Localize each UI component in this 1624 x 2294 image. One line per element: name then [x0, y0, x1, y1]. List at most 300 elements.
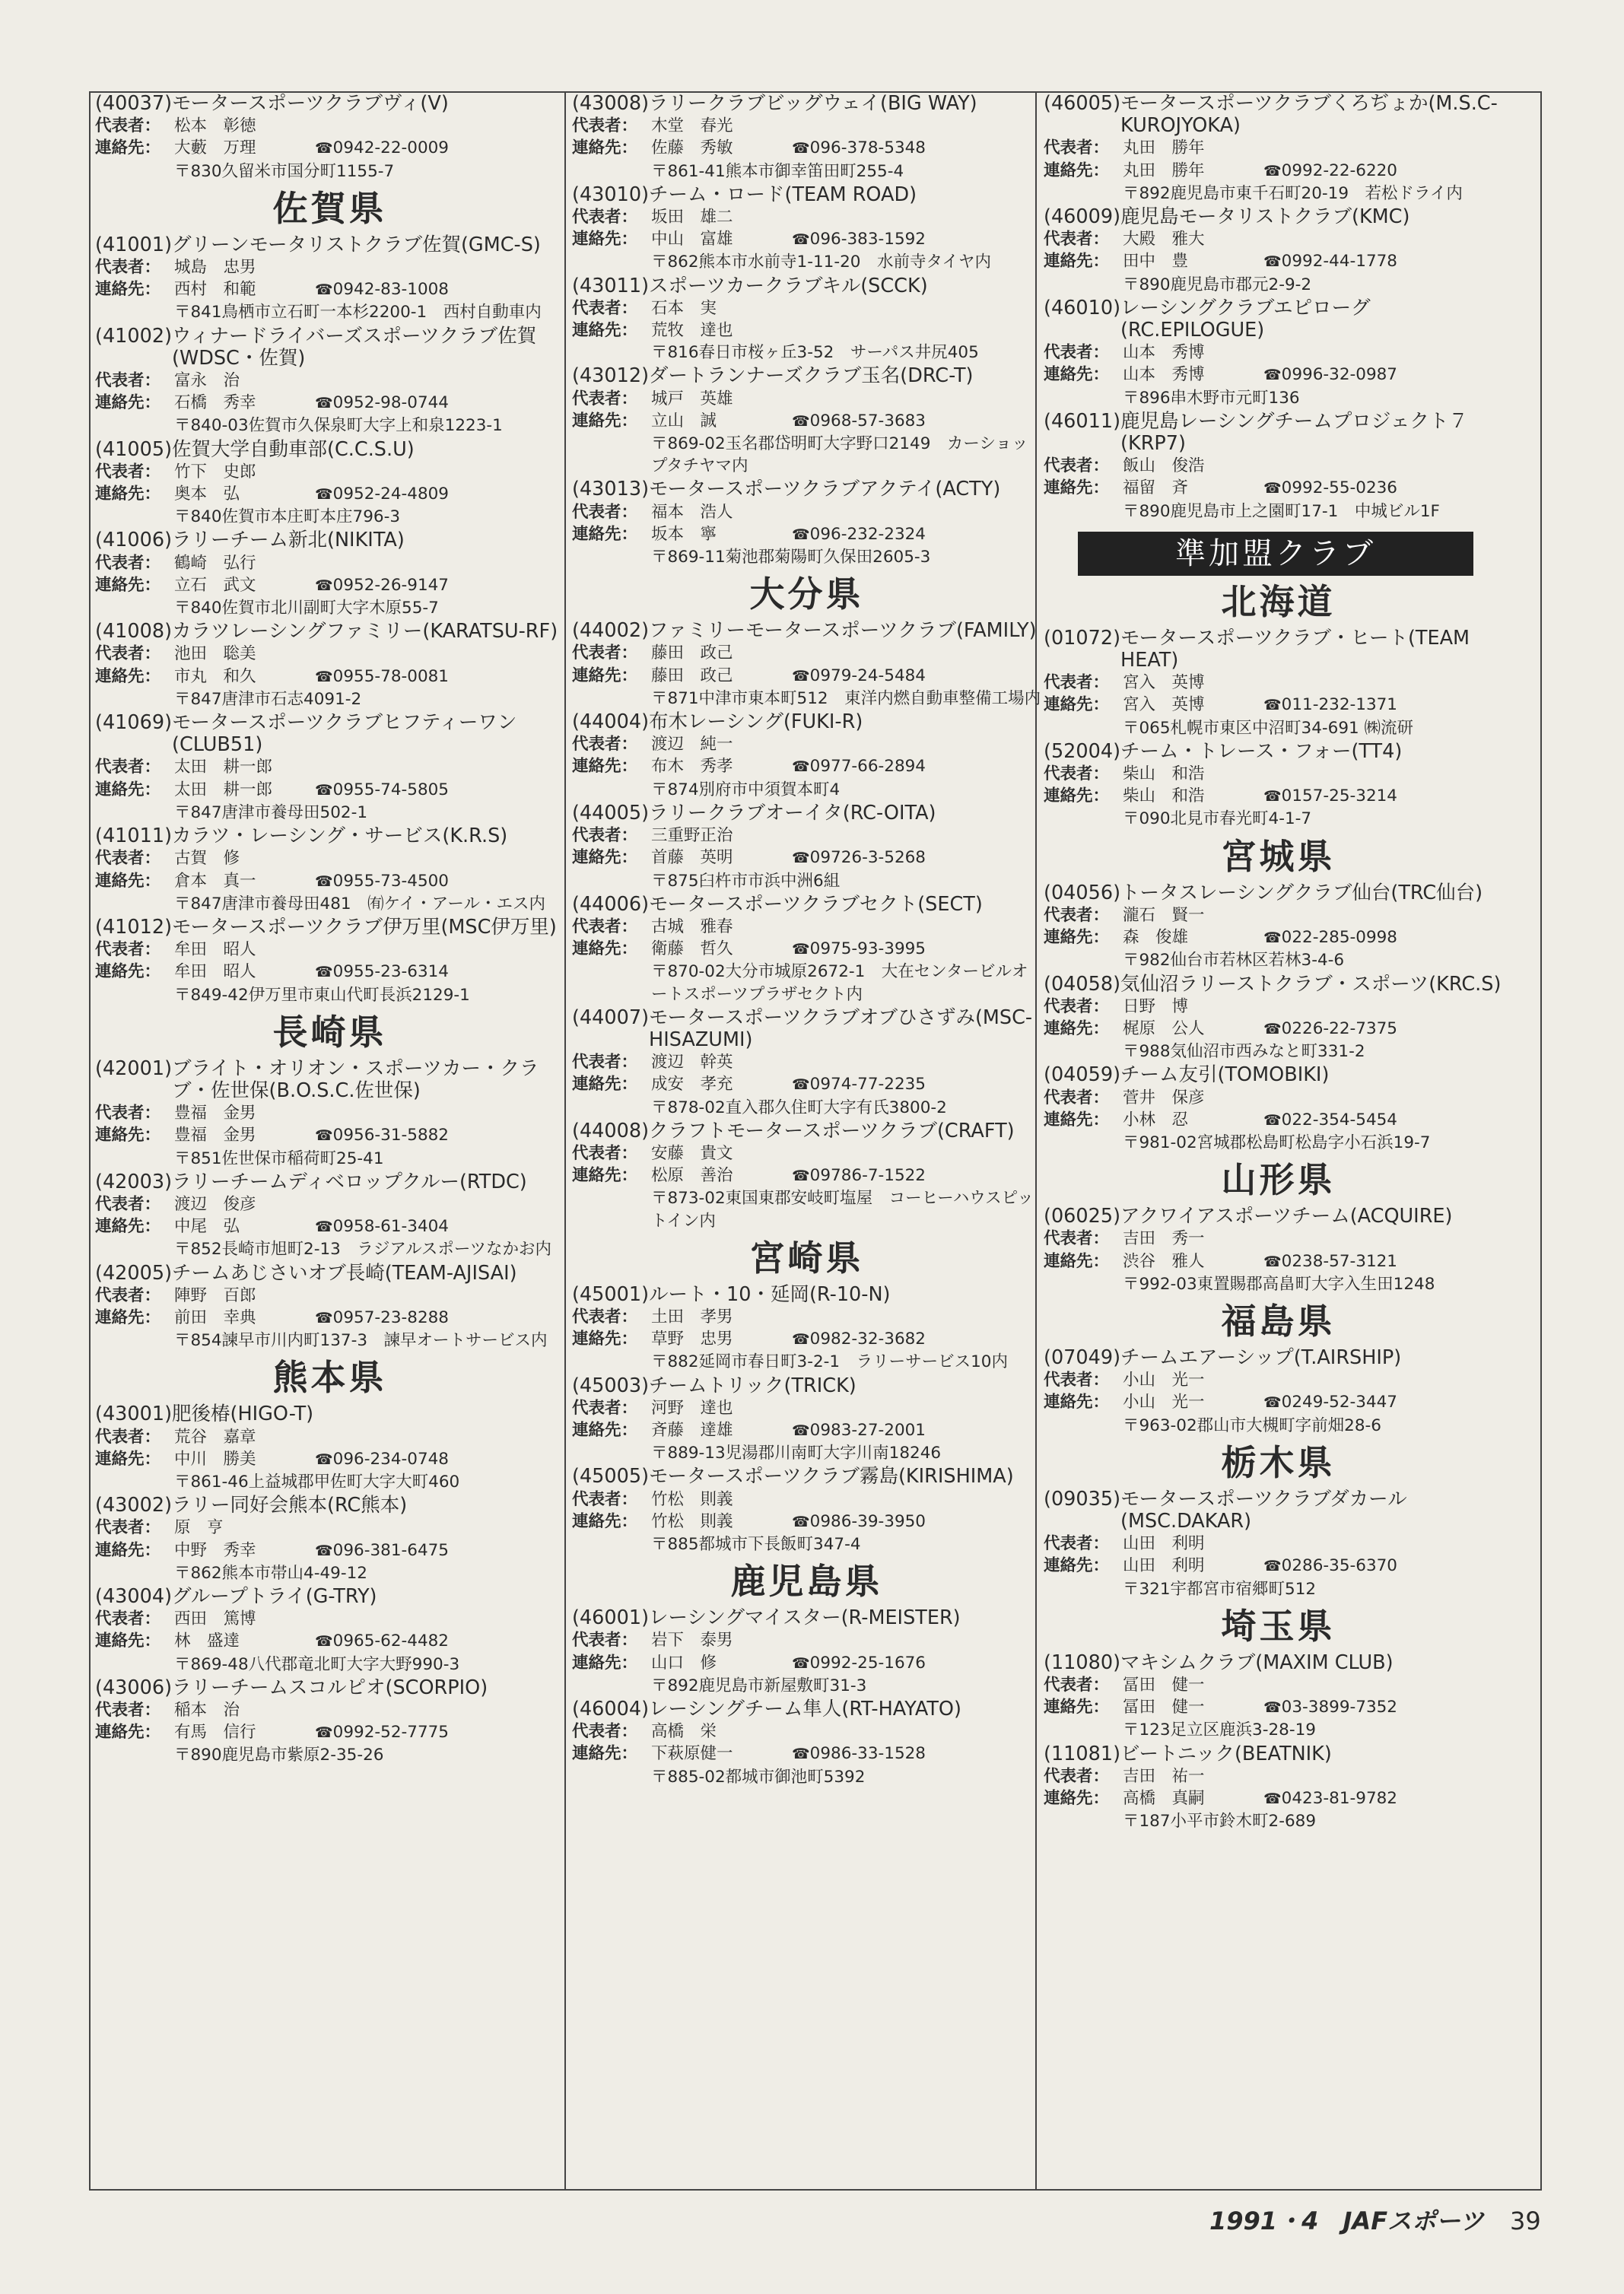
phone-number: ☎ 022-285-0998	[1263, 926, 1397, 949]
club-header	[1044, 741, 1513, 763]
club-header	[1044, 297, 1513, 342]
contact-row	[1044, 1109, 1513, 1132]
club-entry	[572, 478, 1041, 568]
address: 〒123足立区鹿浜3-28-19	[1123, 1720, 1316, 1740]
contact-row	[95, 779, 564, 802]
club-name: カラツレーシングファミリー(KARATSU-RF)	[172, 620, 558, 643]
club-name: ラリークラブオーイタ(RC-OITA)	[649, 801, 936, 825]
contact-row	[95, 137, 564, 160]
contact-name: 中山 富雄	[651, 230, 733, 249]
representative-label: 代表者：	[1044, 1534, 1110, 1554]
phone-number: ☎ 0992-25-1676	[792, 1652, 926, 1675]
contact-row	[572, 410, 1041, 433]
club-name: ダートランナーズクラブ玉名(DRC-T)	[649, 364, 974, 388]
contact-label: 連絡先：	[572, 138, 638, 158]
club-code: (06025)	[1044, 1205, 1121, 1228]
directory-column-3	[1044, 93, 1513, 2189]
address: 〒816春日市桜ヶ丘3-52 サーパス井尻405	[651, 343, 979, 363]
contact-name: 草野 忠男	[651, 1330, 733, 1349]
representative-name: 高橋 栄	[651, 1722, 717, 1742]
representative-row	[1044, 1674, 1513, 1696]
address: 〒841鳥栖市立石町一本杉2200-1 西村自動車内	[174, 303, 542, 322]
contact-label: 連絡先：	[572, 411, 638, 431]
address: 〒847唐津市石志4091-2	[174, 689, 362, 709]
club-code: (41012)	[95, 915, 173, 939]
club-entry	[95, 1263, 564, 1352]
contact-label: 連絡先：	[1044, 365, 1110, 385]
representative-label: 代表者：	[95, 1104, 161, 1123]
representative-label: 代表者：	[95, 1518, 161, 1538]
club-entry	[572, 1607, 1041, 1697]
representative-label: 代表者：	[1044, 996, 1110, 1016]
address: 〒885-02都城市御池町5392	[651, 1767, 866, 1787]
phone-number: ☎ 0977-66-2894	[792, 755, 926, 778]
contact-row	[95, 392, 564, 415]
club-header	[1044, 1064, 1513, 1086]
representative-name: 太田 耕一郎	[174, 758, 273, 777]
address: 〒889-13児湯郡川南町大字川南18246	[651, 1444, 942, 1463]
club-name: レーシングクラブエピローグ(RC.EPILOGUE)	[1120, 296, 1371, 342]
phone-number: ☎ 0955-74-5805	[315, 779, 449, 802]
club-name: 肥後椿(HIGO-T)	[172, 1403, 314, 1426]
representative-label: 代表者：	[95, 1194, 161, 1214]
prefecture-heading: 熊本県	[272, 1357, 387, 1399]
club-entry	[1044, 1652, 1513, 1742]
contact-label: 連絡先：	[95, 575, 161, 595]
representative-row	[1044, 342, 1513, 364]
contact-label: 連絡先：	[572, 1511, 638, 1531]
representative-name: 荒谷 嘉章	[174, 1427, 256, 1447]
contact-label: 連絡先：	[95, 1449, 161, 1469]
club-name: レーシングチーム隼人(RT-HAYATO)	[649, 1698, 961, 1720]
representative-row	[1044, 672, 1513, 694]
club-name: ラリークラブビッグウェイ(BIG WAY)	[649, 93, 977, 115]
club-code: (43010)	[572, 183, 650, 206]
contact-name: 小山 光一	[1123, 1393, 1205, 1412]
contact-label: 連絡先：	[572, 1075, 638, 1095]
club-header	[95, 621, 564, 643]
club-name: モータースポーツクラブセクト(SECT)	[649, 892, 983, 916]
club-header	[95, 93, 564, 115]
section-banner: 準加盟クラブ	[1078, 532, 1473, 576]
representative-name: 山田 利明	[1123, 1534, 1205, 1554]
contact-label: 連絡先：	[1044, 1018, 1110, 1038]
club-header	[572, 93, 1041, 115]
club-code: (46011)	[1044, 409, 1121, 433]
address: 〒862熊本市水前寺1-11-20 水前寺タイヤ内	[651, 253, 992, 272]
phone-number: ☎ 0986-33-1528	[792, 1743, 926, 1765]
address: 〒988気仙沼市西みなと町331-2	[1123, 1042, 1365, 1062]
contact-name: 宮入 英博	[1123, 695, 1205, 715]
club-code: (43004)	[95, 1584, 173, 1608]
representative-name: 竹下 史郎	[174, 462, 256, 481]
club-code: (11080)	[1044, 1651, 1121, 1674]
club-header	[95, 1586, 564, 1608]
representative-row	[1044, 1369, 1513, 1391]
address: 〒847唐津市養母田481 ㈲ケイ・アール・エス内	[174, 894, 545, 913]
representative-row	[572, 1051, 1041, 1073]
phone-number: ☎ 0992-44-1778	[1263, 250, 1397, 273]
contact-name: 西村 和範	[174, 280, 256, 300]
phone-number: ☎ 0423-81-9782	[1263, 1787, 1397, 1810]
contact-label: 連絡先：	[572, 939, 638, 959]
contact-row	[572, 1328, 1041, 1351]
club-header	[572, 1698, 1041, 1720]
phone-number: ☎ 0982-32-3682	[792, 1328, 926, 1351]
contact-label: 連絡先：	[572, 666, 638, 685]
club-entry	[572, 1698, 1041, 1788]
representative-label: 代表者：	[572, 1489, 638, 1509]
club-entry	[572, 620, 1041, 710]
contact-name: 成安 孝充	[651, 1075, 733, 1095]
contact-label: 連絡先：	[572, 321, 638, 341]
club-entry	[95, 1586, 564, 1676]
representative-name: 安藤 貴文	[651, 1143, 733, 1163]
contact-row	[572, 1164, 1041, 1187]
club-name: モータースポーツクラブダカール(MSC.DAKAR)	[1120, 1487, 1407, 1533]
club-header	[572, 1284, 1041, 1306]
representative-label: 代表者：	[572, 643, 638, 663]
representative-row	[572, 825, 1041, 847]
contact-row	[572, 1743, 1041, 1765]
contact-row	[1044, 1391, 1513, 1414]
phone-number: ☎ 0974-77-2235	[792, 1073, 926, 1096]
representative-name: 稲本 治	[174, 1701, 240, 1720]
prefecture-heading: 宮崎県	[749, 1237, 864, 1279]
representative-label: 代表者：	[572, 389, 638, 408]
phone-number: ☎ 0952-98-0744	[315, 392, 449, 415]
representative-label: 代表者：	[95, 462, 161, 481]
phone-number: ☎ 0996-32-0987	[1263, 364, 1397, 386]
club-header	[572, 1607, 1041, 1629]
representative-label: 代表者：	[1044, 764, 1110, 784]
club-header	[95, 825, 564, 847]
contact-label: 連絡先：	[572, 524, 638, 544]
club-header	[572, 711, 1041, 733]
club-header	[572, 365, 1041, 387]
phone-number: ☎ 0952-24-4809	[315, 483, 449, 506]
club-header	[1044, 206, 1513, 228]
phone-number: ☎ 096-234-0748	[315, 1448, 449, 1471]
representative-name: 山本 秀博	[1123, 343, 1205, 363]
club-entry	[1044, 93, 1513, 205]
representative-name: 福本 浩人	[651, 502, 733, 522]
club-code: (41001)	[95, 233, 173, 256]
representative-name: 坂田 雄二	[651, 208, 733, 227]
club-name: 鹿児島モータリストクラブ(KMC)	[1120, 205, 1410, 229]
club-code: (41011)	[95, 825, 173, 848]
representative-label: 代表者：	[1044, 1766, 1110, 1786]
representative-row	[95, 939, 564, 961]
club-header	[1044, 93, 1513, 137]
club-code: (43006)	[95, 1676, 173, 1699]
prefecture-heading: 鹿児島県	[730, 1561, 883, 1603]
contact-name: 倉本 真一	[174, 871, 256, 891]
club-header	[95, 234, 564, 256]
address: 〒869-02玉名郡岱明町大字野口2149 カーショップタチヤマ内	[651, 434, 1028, 476]
address: 〒830久留米市国分町1155-7	[174, 161, 395, 181]
contact-label: 連絡先：	[95, 666, 161, 686]
club-name: 布木レーシング(FUKI-R)	[649, 710, 863, 734]
representative-row	[572, 501, 1041, 523]
club-entry	[572, 1120, 1041, 1232]
club-code: (43002)	[95, 1494, 173, 1517]
club-name: モータースポーツクラブオブひさずみ(MSC-HISAZUMI)	[649, 1006, 1033, 1051]
club-name: ラリーチームディベロップクルー(RTDC)	[172, 1170, 527, 1193]
contact-row	[1044, 926, 1513, 949]
contact-name: 中川 勝美	[174, 1449, 256, 1469]
address: 〒871中津市東本町512 東洋内燃自動車整備工場内	[651, 688, 1041, 708]
address: 〒840佐賀市本庄町本庄796-3	[174, 507, 401, 527]
club-name: チームあじさいオブ長崎(TEAM-AJISAI)	[172, 1261, 517, 1285]
contact-name: 衛藤 哲久	[651, 939, 733, 959]
contact-row	[572, 847, 1041, 869]
club-name: チーム・ロード(TEAM ROAD)	[649, 183, 917, 206]
prefecture-heading: 北海道	[1221, 580, 1336, 622]
club-header	[95, 1403, 564, 1425]
representative-label: 代表者：	[95, 258, 161, 278]
club-code: (46005)	[1044, 93, 1121, 115]
address: 〒875臼杵市市浜中洲6組	[651, 871, 841, 891]
club-code: (43013)	[572, 478, 650, 501]
address: 〒892鹿児島市東千石町20-19 若松ドライ内	[1123, 183, 1463, 203]
representative-label: 代表者：	[572, 735, 638, 755]
representative-row	[572, 206, 1041, 228]
address: 〒849-42伊万里市東山代町長浜2129-1	[174, 985, 470, 1005]
representative-name: 小山 光一	[1123, 1371, 1205, 1390]
contact-label: 連絡先：	[572, 1166, 638, 1186]
phone-number: ☎ 0955-78-0081	[315, 666, 449, 688]
club-code: (46004)	[572, 1698, 650, 1720]
contact-label: 連絡先：	[1044, 928, 1110, 948]
club-entry	[1044, 411, 1513, 523]
representative-name: 鶴崎 弘行	[174, 553, 256, 573]
club-name: レーシングマイスター(R-MEISTER)	[649, 1606, 961, 1630]
club-entry	[572, 184, 1041, 274]
representative-row	[572, 642, 1041, 664]
contact-name: 冨田 健一	[1123, 1698, 1205, 1717]
representative-label: 代表者：	[572, 116, 638, 136]
club-name: モータースポーツクラブアクテイ(ACTY)	[649, 478, 1001, 501]
club-name: トータスレーシングクラブ仙台(TRC仙台)	[1120, 881, 1483, 904]
contact-row	[1044, 1018, 1513, 1041]
contact-label: 連絡先：	[95, 393, 161, 413]
address: 〒873-02東国東郡安岐町塩屋 コーヒーハウスピットイン内	[651, 1189, 1034, 1231]
club-header	[572, 478, 1041, 500]
representative-name: 富永 治	[174, 371, 240, 391]
club-code: (41069)	[95, 711, 173, 735]
representative-row	[572, 916, 1041, 938]
club-code: (46010)	[1044, 296, 1121, 319]
address: 〒321宇都宮市宿郷町512	[1123, 1579, 1317, 1599]
contact-name: 豊福 金男	[174, 1126, 256, 1145]
prefecture-heading: 栃木県	[1221, 1441, 1336, 1483]
directory-column-2	[572, 93, 1041, 2189]
representative-label: 代表者：	[95, 1427, 161, 1447]
phone-number: ☎ 0249-52-3447	[1263, 1391, 1397, 1414]
representative-label: 代表者：	[572, 1398, 638, 1418]
representative-row	[572, 115, 1041, 137]
club-header	[1044, 882, 1513, 904]
representative-label: 代表者：	[1044, 1371, 1110, 1390]
club-entry	[95, 1171, 564, 1261]
contact-row	[1044, 785, 1513, 808]
representative-name: 瀧石 賢一	[1123, 905, 1205, 925]
phone-number: ☎ 0992-52-7775	[315, 1721, 449, 1744]
club-code: (44005)	[572, 801, 650, 825]
contact-name: 前田 幸典	[174, 1307, 256, 1327]
club-header	[572, 620, 1041, 642]
club-entry	[95, 1677, 564, 1767]
contact-label: 連絡先：	[572, 230, 638, 249]
representative-name: 渡辺 純一	[651, 735, 733, 755]
club-name: スポーツカークラブキル(SCCK)	[649, 274, 928, 297]
representative-row	[572, 733, 1041, 755]
contact-name: 下萩原健一	[651, 1744, 733, 1764]
representative-row	[95, 1699, 564, 1721]
representative-row	[1044, 904, 1513, 926]
club-code: (45003)	[572, 1374, 650, 1397]
representative-name: 飯山 俊浩	[1123, 456, 1205, 476]
representative-label: 代表者：	[1044, 343, 1110, 363]
club-entry	[572, 1375, 1041, 1465]
club-name: モータースポーツクラブヒフティーワン(CLUB51)	[172, 711, 517, 757]
club-name: ラリー同好会熊本(RC熊本)	[172, 1494, 408, 1517]
phone-number: ☎ 09786-7-1522	[792, 1164, 926, 1187]
club-name: モータースポーツクラブ霧島(KIRISHIMA)	[649, 1465, 1014, 1489]
prefecture-heading: 長崎県	[272, 1011, 387, 1053]
contact-row	[572, 938, 1041, 961]
contact-name: 山田 利明	[1123, 1556, 1205, 1576]
club-name: ウィナードライバーズスポーツクラブ佐賀(WDSC・佐賀)	[172, 324, 537, 370]
contact-name: 梶原 公人	[1123, 1018, 1205, 1038]
club-name: チーム友引(TOMOBIKI)	[1120, 1063, 1330, 1087]
contact-name: 山口 修	[651, 1653, 717, 1673]
phone-number: ☎ 0952-26-9147	[315, 574, 449, 597]
representative-name: 吉田 祐一	[1123, 1766, 1205, 1786]
representative-row	[95, 461, 564, 483]
representative-name: 石本 実	[651, 298, 717, 318]
representative-row	[95, 847, 564, 869]
club-name: ラリーチーム新北(NIKITA)	[172, 529, 405, 552]
representative-name: 豊福 金男	[174, 1104, 256, 1123]
contact-label: 連絡先：	[95, 1307, 161, 1327]
address: 〒869-11菊池郡菊陽町久保田2605-3	[651, 548, 931, 567]
representative-label: 代表者：	[95, 644, 161, 664]
address: 〒090北見市春光町4-1-7	[1123, 809, 1312, 829]
club-header	[572, 1466, 1041, 1488]
contact-label: 連絡先：	[95, 138, 161, 158]
club-entry	[95, 326, 564, 437]
contact-name: 高橋 真嗣	[1123, 1788, 1205, 1808]
contact-name: 中野 秀幸	[174, 1540, 256, 1560]
club-header	[95, 712, 564, 756]
club-header	[1044, 1489, 1513, 1533]
contact-label: 連絡先：	[95, 1126, 161, 1145]
contact-row	[95, 483, 564, 506]
contact-label: 連絡先：	[95, 871, 161, 891]
contact-row	[95, 1307, 564, 1330]
club-entry	[572, 802, 1041, 892]
club-entry	[1044, 206, 1513, 296]
club-entry	[95, 234, 564, 324]
representative-row	[572, 1489, 1041, 1511]
representative-name: 冨田 健一	[1123, 1675, 1205, 1695]
representative-row	[572, 388, 1041, 410]
representative-label: 代表者：	[1044, 138, 1110, 158]
club-name: ブライト・オリオン・スポーツカー・クラブ・佐世保(B.O.S.C.佐世保)	[172, 1056, 539, 1102]
prefecture-heading: 佐賀県	[272, 187, 387, 229]
representative-name: 牟田 昭人	[174, 940, 256, 960]
contact-label: 連絡先：	[572, 848, 638, 868]
club-entry	[95, 825, 564, 915]
club-entry	[1044, 1064, 1513, 1154]
contact-row	[1044, 1555, 1513, 1578]
club-header	[1044, 628, 1513, 672]
representative-row	[95, 256, 564, 278]
phone-number: ☎ 0157-25-3214	[1263, 785, 1397, 808]
club-name: モータースポーツクラブくろぢょか(M.S.C-KUROJYOKA)	[1120, 93, 1498, 138]
representative-label: 代表者：	[1044, 1088, 1110, 1107]
contact-name: 荒牧 達也	[651, 321, 733, 341]
club-header	[95, 1495, 564, 1517]
club-code: (04056)	[1044, 881, 1121, 904]
club-header	[572, 894, 1041, 916]
contact-label: 連絡先：	[572, 1744, 638, 1764]
representative-label: 代表者：	[95, 553, 161, 573]
club-entry	[95, 439, 564, 529]
address: 〒890鹿児島市紫原2-35-26	[174, 1746, 384, 1765]
prefecture-heading: 福島県	[1221, 1300, 1336, 1342]
club-header	[95, 529, 564, 551]
representative-name: 木堂 春光	[651, 116, 733, 136]
contact-name: 丸田 勝年	[1123, 160, 1205, 180]
address: 〒861-41熊本市御幸笛田町255-4	[651, 161, 904, 181]
representative-label: 代表者：	[572, 1631, 638, 1651]
club-header	[572, 184, 1041, 206]
club-code: (43012)	[572, 364, 650, 388]
address: 〒840佐賀市北川副町大字木原55-7	[174, 599, 439, 618]
representative-name: 松本 彰徳	[174, 116, 256, 136]
contact-label: 連絡先：	[95, 780, 161, 799]
club-name: チーム・トレース・フォー(TT4)	[1120, 739, 1403, 763]
representative-row	[95, 1193, 564, 1215]
club-code: (42001)	[95, 1056, 173, 1080]
contact-row	[95, 961, 564, 983]
representative-name: 丸田 勝年	[1123, 138, 1205, 158]
contact-row	[572, 319, 1041, 342]
club-header	[572, 1375, 1041, 1397]
contact-row	[1044, 250, 1513, 273]
club-code: (46001)	[572, 1606, 650, 1630]
prefecture-heading: 山形県	[1221, 1159, 1336, 1201]
address: 〒862熊本市帯山4-49-12	[174, 1563, 367, 1583]
contact-row	[572, 228, 1041, 251]
contact-row	[1044, 1250, 1513, 1273]
representative-label: 代表者：	[572, 826, 638, 846]
issue-date: 1991・4	[1209, 2207, 1319, 2235]
contact-name: 石橋 秀幸	[174, 393, 256, 413]
club-code: (11081)	[1044, 1742, 1121, 1765]
prefecture-heading: 大分県	[749, 574, 864, 615]
club-code: (41002)	[95, 324, 173, 348]
contact-row	[1044, 1787, 1513, 1810]
contact-label: 連絡先：	[1044, 1393, 1110, 1412]
address: 〒187小平市鈴木町2-689	[1123, 1812, 1317, 1832]
contact-name: 大藪 万理	[174, 138, 256, 158]
representative-label: 代表者：	[572, 298, 638, 318]
representative-row	[1044, 455, 1513, 477]
